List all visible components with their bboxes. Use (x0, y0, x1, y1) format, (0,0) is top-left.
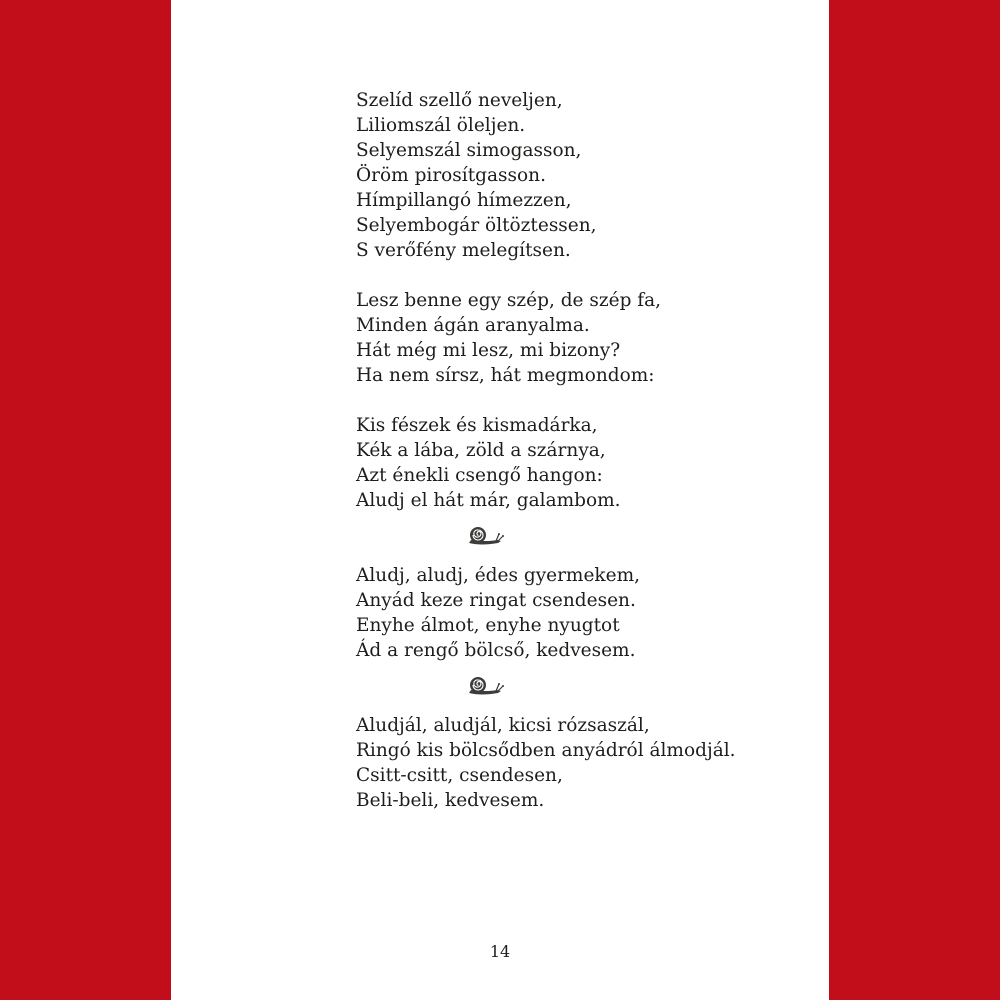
verse-line: Azt énekli csengő hangon: (356, 465, 603, 486)
poem1-stanza1 (356, 88, 826, 263)
verse-line: Selyembogár öltöztessen, (356, 215, 597, 236)
verse-line: Anyád keze ringat csendesen. (356, 590, 636, 611)
verse-line: Lesz benne egy szép, de szép fa, (356, 290, 662, 311)
stanza-gap (356, 388, 826, 413)
verse-line: Ád a rengő bölcső, kedvesem. (356, 640, 636, 661)
poem-text (356, 88, 826, 813)
poem1-stanza3 (356, 413, 826, 513)
verse-line: Enyhe álmot, enyhe nyugtot (356, 615, 620, 636)
verse-line: Szelíd szellő neveljen, (356, 90, 563, 111)
book-page (171, 0, 829, 1000)
snail-icon (467, 675, 505, 697)
verse-line: Öröm pirosítgasson. (356, 165, 546, 186)
snail-icon (467, 525, 505, 547)
verse-line: Aludj, aludj, édes gyermekem, (356, 565, 641, 586)
verse-line: Hímpillangó hímezzen, (356, 190, 572, 211)
verse-line: Liliomszál öleljen. (356, 115, 526, 136)
verse-line: S verőfény melegítsen. (356, 240, 571, 261)
verse-line: Aludj el hát már, galambom. (356, 490, 621, 511)
poem1-stanza2 (356, 288, 826, 388)
verse-line: Beli-beli, kedvesem. (356, 790, 545, 811)
verse-line: Ha nem sírsz, hát megmondom: (356, 365, 655, 386)
verse-line: Selyemszál simogasson, (356, 140, 582, 161)
verse-line: Ringó kis bölcsődben anyádról álmodjál. (356, 740, 736, 761)
ornament-divider (356, 513, 826, 563)
ornament-divider (356, 663, 826, 713)
page-number: 14 (489, 942, 511, 961)
verse-line: Aludjál, aludjál, kicsi rózsaszál, (356, 715, 650, 736)
stanza-gap (356, 263, 826, 288)
poem2-stanza1 (356, 563, 826, 663)
verse-line: Minden ágán aranyalma. (356, 315, 590, 336)
verse-line: Csitt-csitt, csendesen, (356, 765, 563, 786)
poem3-stanza1 (356, 713, 826, 813)
verse-line: Hát még mi lesz, mi bizony? (356, 340, 621, 361)
verse-line: Kis fészek és kismadárka, (356, 415, 598, 436)
verse-line: Kék a lába, zöld a szárnya, (356, 440, 606, 461)
